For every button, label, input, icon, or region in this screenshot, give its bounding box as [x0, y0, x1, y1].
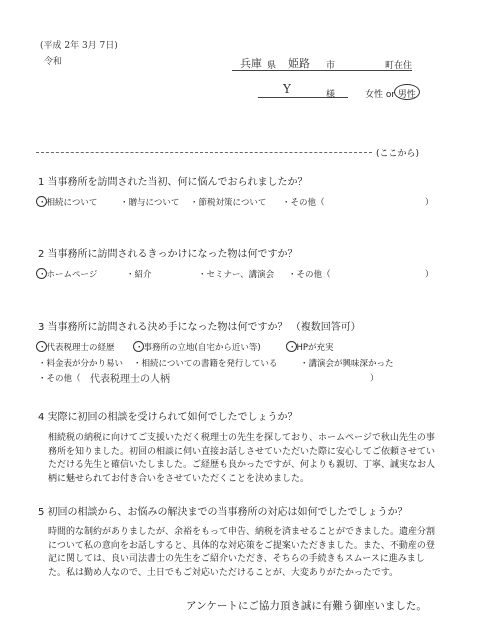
- question-2-option-other: ・その他（: [288, 270, 331, 280]
- question-3-option-pricing: ・料金表が分かり易い: [38, 359, 124, 369]
- honorific: 様: [326, 90, 336, 100]
- closing-message: アンケートにご協力頂き誠に有難う御座いました。: [186, 600, 427, 612]
- question-3-label: 3 当事務所に訪問される決め手になった物は何ですか？ （複数回答可）: [38, 322, 361, 333]
- gender-selected-circle: [394, 84, 420, 100]
- question-1-option-other: ・その他（: [282, 198, 325, 208]
- question-1-label: 1 当事務所を訪問された当初、何に悩んでおられましたか？: [38, 177, 308, 188]
- question-4-label: 4 実際に初回の相談を受けられて如何でしたでしょうか？: [38, 412, 298, 423]
- question-3-other-value: 代表税理士の人柄: [90, 374, 170, 385]
- question-1-option-tax-saving: ・節税対策について: [190, 198, 267, 208]
- question-3-option-seminar: ・講演会が興味深かった: [300, 359, 394, 369]
- question-2-label: 2 当事務所に訪問されるきっかけになった物は何ですか？: [38, 249, 298, 260]
- question-1-option-inheritance: ・相続について: [38, 198, 98, 208]
- gender-field: 女性 or 男性: [365, 90, 416, 100]
- prefecture-suffix: 県: [267, 61, 277, 71]
- question-3-option-books: ・相続についての書籍を発行している: [133, 359, 278, 369]
- question-2-option-homepage: ・ホームページ: [38, 270, 98, 280]
- question-5-label: 5 初回の相談から、お悩みの解決までの当事務所の対応は如何でしたでしょうか？: [38, 507, 408, 518]
- question-2-option-seminar: ・セミナー、講演会: [198, 270, 275, 280]
- prefecture-value: 兵庫: [240, 57, 262, 70]
- cut-line: [36, 152, 372, 153]
- city-suffix: 市: [326, 61, 336, 71]
- question-2-option-referral: ・紹介: [126, 270, 152, 280]
- question-3-option-other-close: ）: [370, 374, 379, 384]
- question-3-option-location: ・事務所の立地(自宅から近い等): [135, 343, 261, 353]
- respondent-name: Y: [283, 82, 291, 96]
- question-2-option-other-close: ）: [425, 270, 434, 280]
- question-3-option-homepage: ・HPが充実: [288, 343, 334, 353]
- city-value: 姫路: [288, 57, 310, 70]
- question-5-answer: 時間的な制約がありましたが、余裕をもって申告、納税を済ませることができました。遺産分割について私の意向をお話しすると、具体的な対応策をご提案いただきました。また、不動産の登記に関しては、良い司法書士の先生をご紹介いただき、そちらの手続きもスムースに進みました。私は勤め人なので、土日でもご対応いただけることが、大変ありがたかったです。: [48, 527, 436, 578]
- question-1-option-other-close: ）: [425, 198, 434, 208]
- question-3-option-other: ・その他（: [38, 374, 81, 384]
- cut-label: (ここから): [376, 149, 420, 159]
- era-correction-note: 令和: [44, 57, 63, 67]
- town-suffix: 町在住: [385, 61, 413, 71]
- question-4-answer: 相続税の納税に向けてご支援いただく税理士の先生を探しており、ホームページで秋山先生の事務所を知りました。初回の相談に伺い直接お話しさせていただいた際に安心してご依頼させていただける先生と確信いたしました。ご経歴も良かったですが、何よりも親切、丁寧、誠実なお人柄に魅せられてお付き合いをさせていただくことを決めました。: [48, 433, 436, 484]
- question-3-option-career: ・代表税理士の経歴: [38, 343, 115, 353]
- question-1-option-gift: ・贈与について: [120, 198, 180, 208]
- survey-date: (平成 2年 3月 7日): [40, 41, 118, 51]
